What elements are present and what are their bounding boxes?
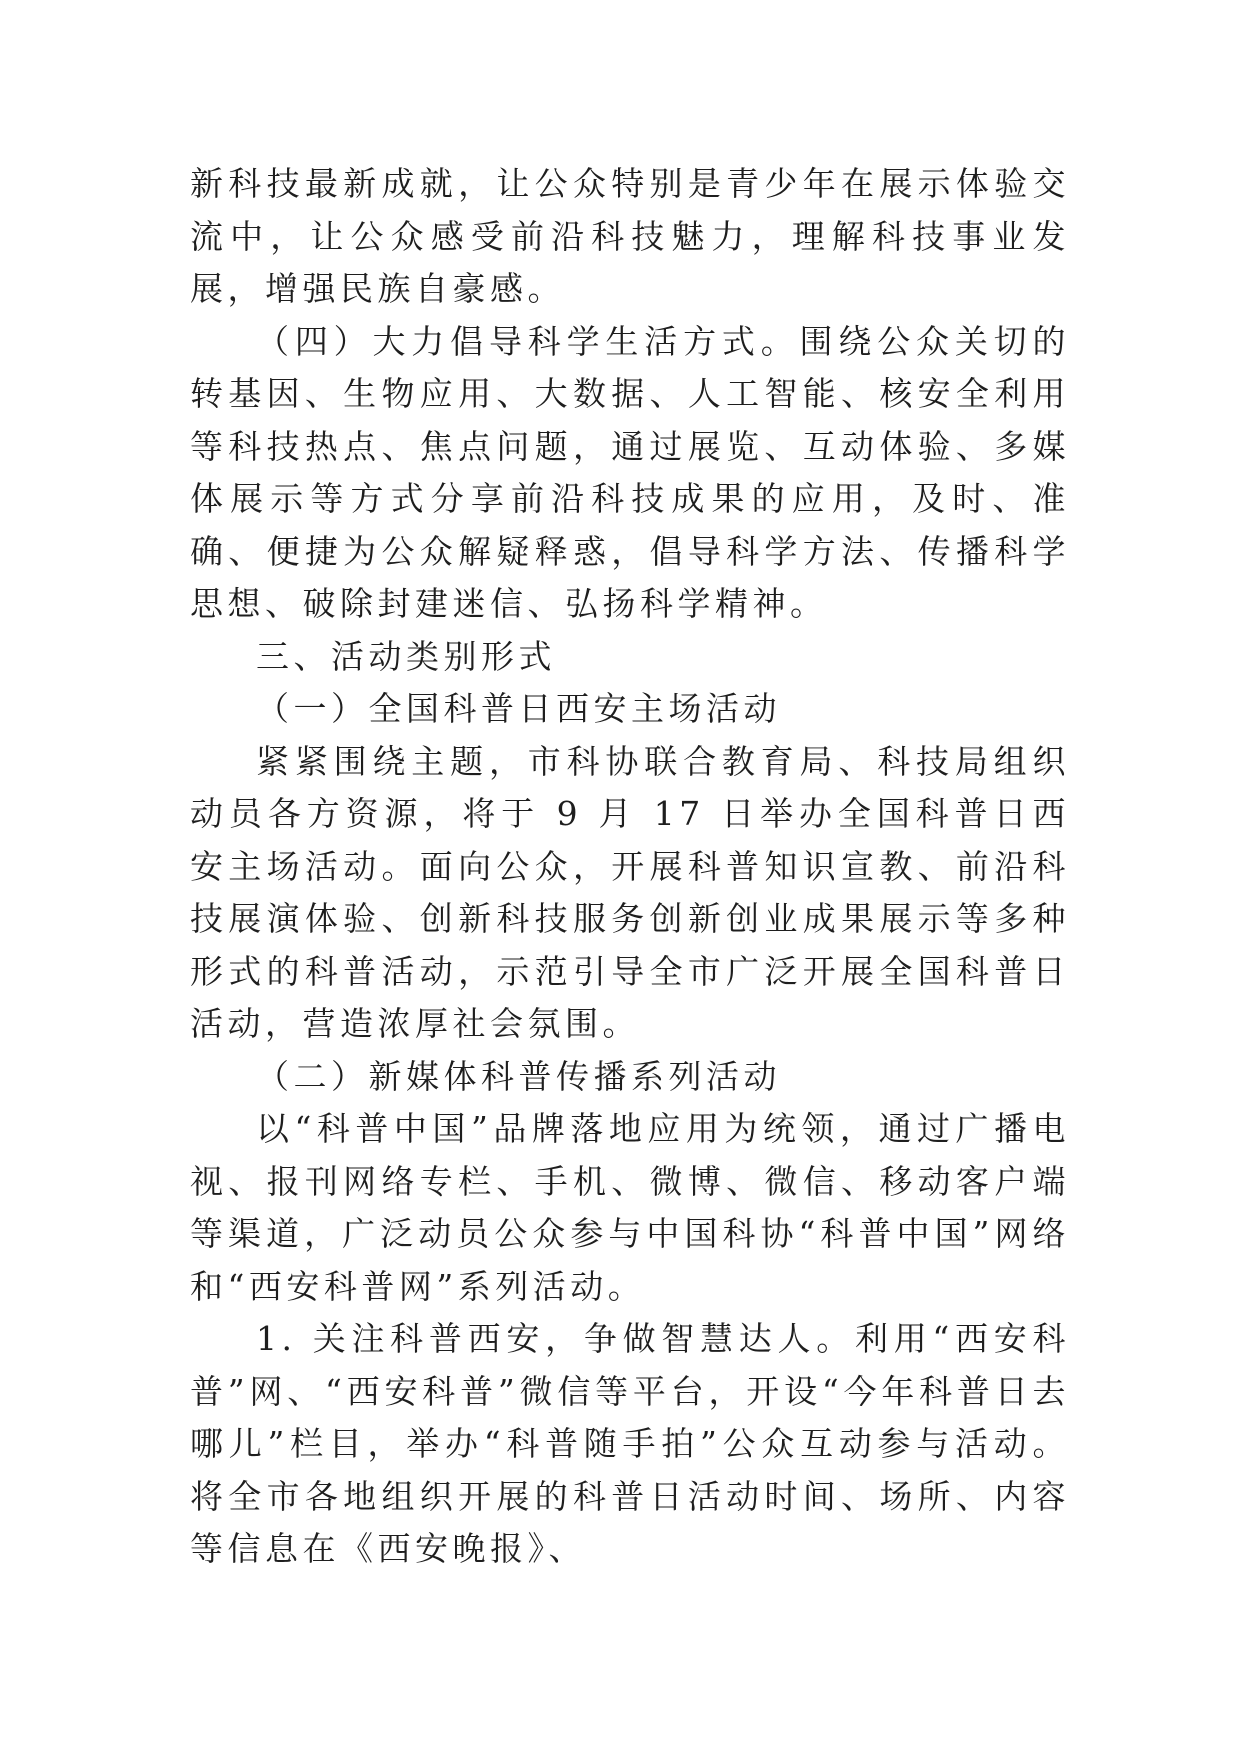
subheading-1: （一）全国科普日西安主场活动 <box>256 689 781 728</box>
paragraph-2: （四）大力倡导科学生活方式。围绕公众关切的转基因、生物应用、大数据、人工智能、核安全利用等科技热点、焦点问题，通过展览、互动体验、多媒体展示等方式分享前沿科技成果的应用，及时、准确、便捷为公众解疑释惑，倡导科学方法、传播科学思想、破除封建迷信、弘扬科学精神。 <box>190 321 1070 623</box>
section-heading-3: 三、活动类别形式 <box>256 636 556 676</box>
paragraph-5: 1. 关注科普西安，争做智慧达人。利用“西安科普”网、“西安科普”微信等平台，开设“今年科普日去哪儿”栏目，举办“科普随手拍”公众互动参与活动。将全市各地组织开展的科普日活动时间、场所、内容等信息在《西安晚报》、 <box>190 1319 1070 1568</box>
document-body <box>190 158 1070 1576</box>
paragraph-1: 新科技最新成就，让公众特别是青少年在展示体验交流中，让公众感受前沿科技魅力，理解科技事业发展，增强民族自豪感。 <box>190 164 1070 308</box>
paragraph-3: 紧紧围绕主题，市科协联合教育局、科技局组织动员各方资源，将于 9 月 17 日举办全国科普日西安主场活动。面向公众，开展科普知识宣教、前沿科技展演体验、创新科技服务创新创业成果展示等多种形式的科普活动，示范引导全市广泛开展全国科普日活动，营造浓厚社会氛围。 <box>190 741 1070 1043</box>
subheading-2: （二）新媒体科普传播系列活动 <box>256 1056 781 1096</box>
paragraph-4: 以“科普中国”品牌落地应用为统领，通过广播电视、报刊网络专栏、手机、微博、微信、移动客户端等渠道，广泛动员公众参与中国科协“科普中国”网络和“西安科普网”系列活动。 <box>190 1109 1070 1306</box>
